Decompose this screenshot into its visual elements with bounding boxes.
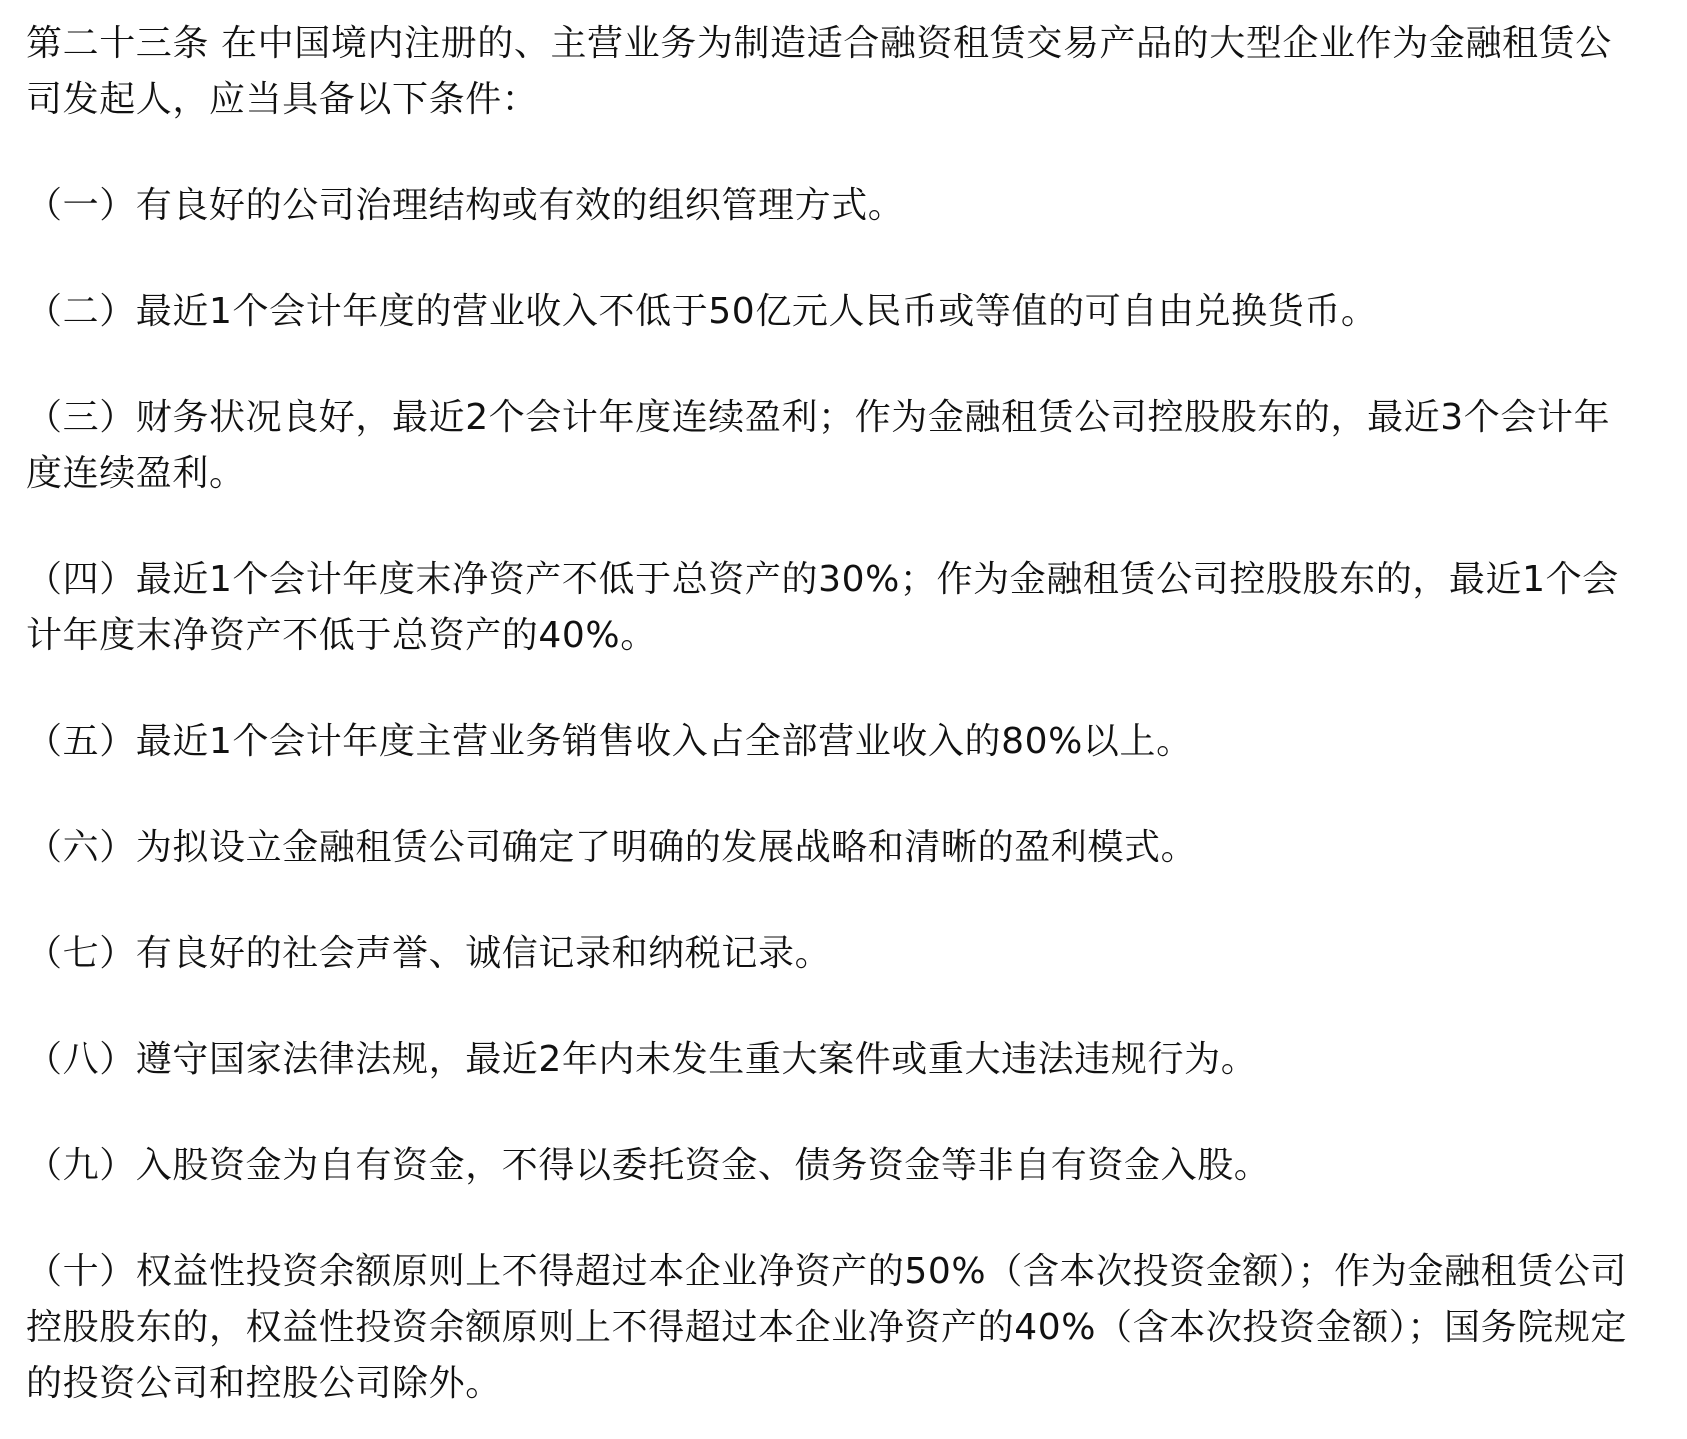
condition-item-7: （七）有良好的社会声誉、诚信记录和纳税记录。 [26,933,832,974]
article-intro: 第二十三条 在中国境内注册的、主营业务为制造适合融资租赁交易产品的大型企业作为金融租赁公司发起人，应当具备以下条件： [26,23,1612,120]
condition-item-5: （五）最近1个会计年度主营业务销售收入占全部营业收入的80%以上。 [26,721,1193,762]
condition-item-9: （九）入股资金为自有资金，不得以委托资金、债务资金等非自有资金入股。 [26,1145,1271,1186]
condition-item-10: （十）权益性投资余额原则上不得超过本企业净资产的50%（含本次投资金额）；作为金融租赁公司控股股东的，权益性投资余额原则上不得超过本企业净资产的40%（含本次投资金额）；国务院规定的投资公司和控股公司除外。 [26,1251,1628,1404]
regulation-article [26,16,1646,1412]
condition-item-4: （四）最近1个会计年度末净资产不低于总资产的30%；作为金融租赁公司控股股东的，最近1个会计年度末净资产不低于总资产的40%。 [26,559,1619,656]
condition-item-1: （一）有良好的公司治理结构或有效的组织管理方式。 [26,185,905,226]
condition-item-8: （八）遵守国家法律法规，最近2年内未发生重大案件或重大违法违规行为。 [26,1039,1258,1080]
condition-item-2: （二）最近1个会计年度的营业收入不低于50亿元人民币或等值的可自由兑换货币。 [26,291,1378,332]
condition-item-3: （三）财务状况良好，最近2个会计年度连续盈利；作为金融租赁公司控股股东的，最近3个会计年度连续盈利。 [26,397,1611,494]
condition-item-6: （六）为拟设立金融租赁公司确定了明确的发展战略和清晰的盈利模式。 [26,827,1198,868]
